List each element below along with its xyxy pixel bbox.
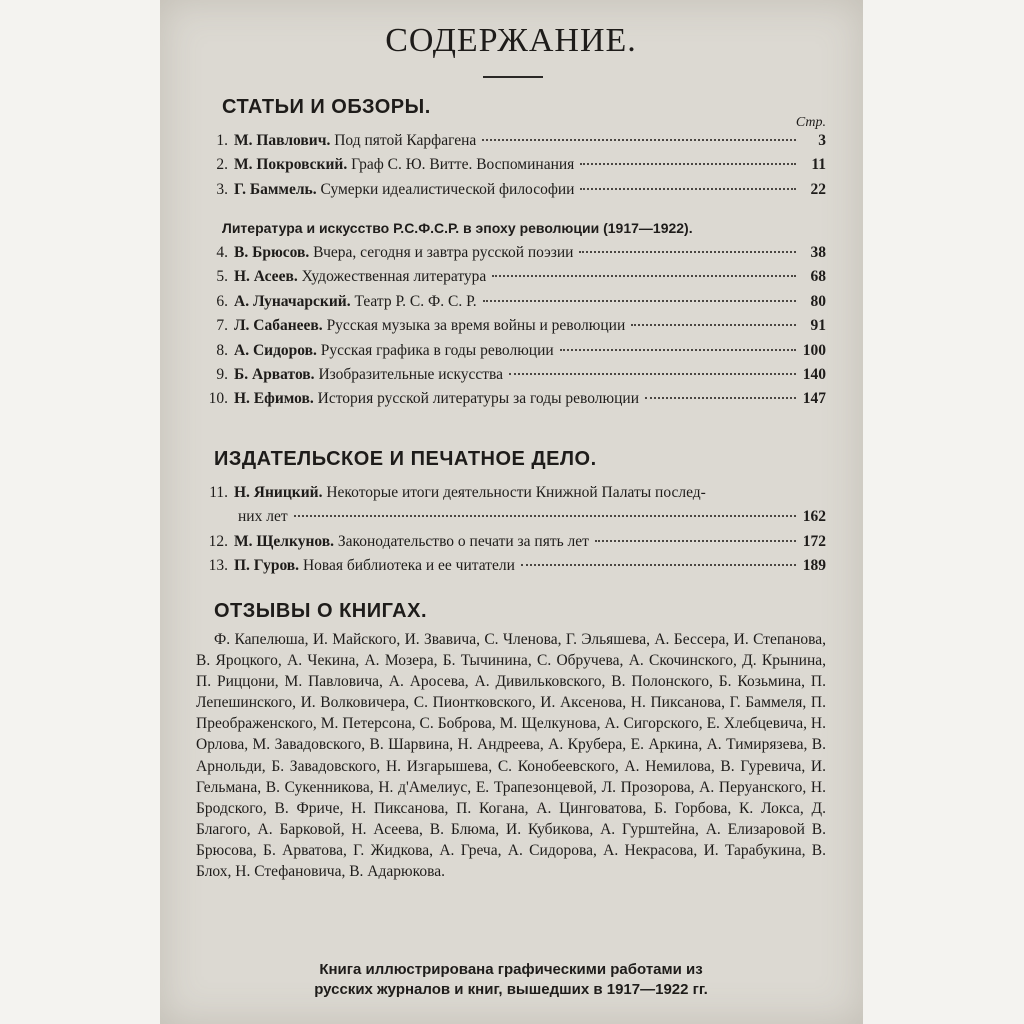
entry-page: 140 <box>802 365 826 383</box>
toc-list-publishing <box>196 484 826 582</box>
entry-number: 13. <box>208 557 228 575</box>
illustration-note <box>196 960 826 1000</box>
entry-page: 162 <box>802 508 826 526</box>
toc-entry[interactable] <box>196 268 826 292</box>
entry-author: Н. Асеев. <box>234 268 298 286</box>
entry-title-continued: них лет <box>238 508 288 526</box>
entry-number: 11. <box>209 484 228 501</box>
toc-entry-line1[interactable] <box>196 484 826 508</box>
illustration-note-line2: русских журналов и книг, вышедших в 1917—1922 гг. <box>314 981 708 998</box>
leader-dots <box>560 349 796 351</box>
entry-page: 100 <box>802 341 826 359</box>
entry-number: 8. <box>216 341 228 359</box>
entry-page: 147 <box>802 390 826 408</box>
section-heading-reviews: ОТЗЫВЫ О КНИГАХ. <box>214 600 428 622</box>
entry-title: Вчера, сегодня и завтра русской поэзии <box>313 244 574 261</box>
entry-number: 5. <box>216 268 228 286</box>
section-heading-articles: СТАТЬИ И ОБЗОРЫ. <box>222 96 431 118</box>
leader-dots <box>509 373 796 375</box>
entry-number: 7. <box>216 317 228 335</box>
leader-dots <box>483 300 796 302</box>
entry-author: М. Павлович. <box>234 132 331 149</box>
entry-page: 11 <box>811 156 826 174</box>
toc-entry-line2[interactable] <box>196 508 826 532</box>
toc-entry[interactable] <box>196 533 826 557</box>
entry-title: История русской литературы за годы революции <box>317 390 639 408</box>
toc-entry[interactable] <box>196 156 826 180</box>
toc-list-literature-art <box>196 244 826 415</box>
entry-title: Граф С. Ю. Витте. Воспоминания <box>351 156 575 174</box>
title-divider <box>483 76 543 78</box>
leader-dots <box>580 163 796 165</box>
leader-dots <box>579 251 796 253</box>
entry-title: Художественная литература <box>301 268 487 286</box>
entry-author: Г. Баммель. <box>234 180 317 198</box>
toc-list-articles <box>196 132 826 205</box>
leader-dots <box>631 324 796 326</box>
leader-dots <box>482 139 796 141</box>
entry-author: Л. Сабанеев. <box>234 317 323 335</box>
entry-page: 189 <box>802 557 826 575</box>
entry-page: 38 <box>810 244 826 261</box>
entry-title: Под пятой Карфагена <box>334 132 477 149</box>
entry-number: 10. <box>208 390 228 408</box>
entry-title: Сумерки идеалистической философии <box>320 180 575 198</box>
leader-dots <box>294 515 796 517</box>
entry-number: 3. <box>216 180 228 198</box>
toc-entry[interactable] <box>196 293 826 317</box>
entry-author: Н. Ефимов. <box>234 390 314 408</box>
entry-author: А. Луначарский. <box>234 292 351 310</box>
entry-author: Б. Арватов. <box>234 365 315 383</box>
entry-number: 1. <box>216 132 228 149</box>
entry-page: 3 <box>818 132 826 149</box>
illustration-note-line1: Книга иллюстрирована графическими работами из <box>319 961 703 978</box>
page-column-label: Стр. <box>795 115 826 130</box>
entry-page: 22 <box>810 180 826 198</box>
entry-title: Театр Р. С. Ф. С. Р. <box>354 292 477 310</box>
entry-title: Изобразительные искусства <box>318 365 504 383</box>
entry-title: Новая библиотека и ее читатели <box>302 557 515 575</box>
section-heading-publishing: ИЗДАТЕЛЬСКОЕ И ПЕЧАТНОЕ ДЕЛО. <box>214 448 597 470</box>
entry-number: 4. <box>216 244 228 261</box>
leader-dots <box>645 397 796 399</box>
entry-author: А. Сидоров. <box>234 341 317 359</box>
entry-title: Русская музыка за время войны и революции <box>326 317 626 335</box>
entry-page: 68 <box>810 268 826 286</box>
toc-entry[interactable] <box>196 342 826 366</box>
entry-author: М. Покровский. <box>234 156 348 174</box>
reviews-author-list: Ф. Капелюша, И. Майского, И. Звавича, С. Членова, Г. Эльяшева, А. Бессера, И. Степанова, В. Яроцкого, А. Чекина, А. Мозера, Б. Тычинина, С. Обручева, А. Скочинского, Д. Крынина, П. Риццони, М. Павловича, А. Аросева, А. Дивильковского, В. Полонского, Б. Козьмина, П. Лепешинского, И. Волковичера, С. Пионтковского, И. Аксенова, Н. Пиксанова, Г. Баммеля, П. Преображенского, М. Петерсона, С. Боброва, М. Щелкунова, А. Сигорского, Е. Хлебцевича, Н. Орлова, М. Завадовского, В. Шарвина, Н. Андреева, А. Крубера, Е. Аркина, А. Тимирязева, В. Арнольди, Б. Завадовского, Н. Изгарышева, С. Конобеевского, А. Немилова, В. Гуревича, И. Гельмана, В. Сукенникова, Н. д'Амелиус, Е. Трапезонцевой, Л. Прозорова, А. Перуанского, Н. Бродского, В. Фриче, Н. Пиксанова, П. Когана, А. Цинговатова, Б. Горбова, К. Локса, Д. Благого, А. Барковой, Н. Асеева, В. Блюма, И. Кубикова, А. Гурштейна, А. Елизаровой В. Брюсова, Б. Арватова, Г. Жидкова, А. Греча, А. Сидорова, А. Некрасова, И. Тарабукина, В. Блох, Н. Стефановича, В. Адарюкова. <box>196 631 826 881</box>
toc-entry[interactable] <box>196 181 826 205</box>
entry-page: 80 <box>810 292 826 310</box>
toc-entry[interactable] <box>196 244 826 268</box>
entry-page: 91 <box>810 317 826 335</box>
leader-dots <box>580 188 796 190</box>
leader-dots <box>595 540 796 542</box>
entry-author: В. Брюсов. <box>234 244 310 261</box>
entry-author: П. Гуров. <box>234 557 300 575</box>
entry-author: Н. Яницкий. <box>234 484 323 501</box>
entry-author: М. Щелкунов. <box>234 532 334 550</box>
entry-number: 12. <box>208 532 228 550</box>
page-title: СОДЕРЖАНИЕ. <box>385 22 637 59</box>
entry-number: 9. <box>216 365 228 383</box>
toc-entry[interactable] <box>196 317 826 341</box>
entry-page: 172 <box>802 532 826 550</box>
entry-title: Русская графика в годы революции <box>320 341 554 359</box>
toc-entry[interactable] <box>196 557 826 581</box>
subsection-heading-literature-art: Литература и искусство Р.С.Ф.С.Р. в эпоху революции (1917—1922). <box>222 220 693 236</box>
toc-entry[interactable] <box>196 132 826 156</box>
toc-entry[interactable] <box>196 390 826 414</box>
entry-title: Некоторые итоги деятельности Книжной Палаты послед- <box>326 484 706 501</box>
leader-dots <box>492 275 796 277</box>
toc-entry[interactable] <box>196 366 826 390</box>
leader-dots <box>521 564 796 566</box>
entry-number: 6. <box>216 292 228 310</box>
entry-title: Законодательство о печати за пять лет <box>337 532 589 550</box>
entry-number: 2. <box>216 156 228 174</box>
